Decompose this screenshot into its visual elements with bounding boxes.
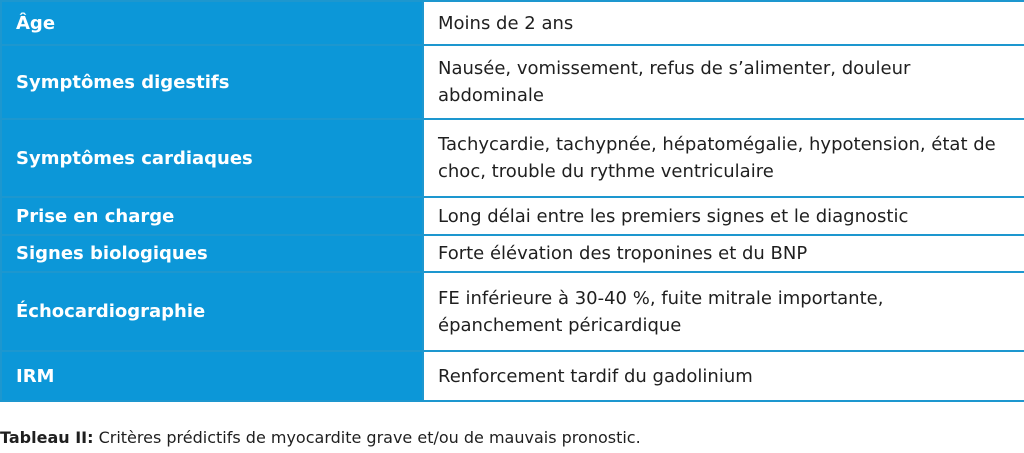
row-value: FE inférieure à 30-40 %, fuite mitrale importante, épanchement péricardique bbox=[423, 272, 1024, 351]
caption-text: Critères prédictifs de myocardite grave et/ou de mauvais pronostic. bbox=[93, 428, 641, 447]
table-row bbox=[1, 45, 1024, 119]
row-value: Renforcement tardif du gadolinium bbox=[423, 351, 1024, 401]
row-label: IRM bbox=[1, 351, 423, 401]
row-label: Âge bbox=[1, 1, 423, 45]
table-row bbox=[1, 1, 1024, 45]
table-row bbox=[1, 351, 1024, 401]
table-row bbox=[1, 119, 1024, 197]
row-value: Moins de 2 ans bbox=[423, 1, 1024, 45]
row-label: Symptômes digestifs bbox=[1, 45, 423, 119]
row-label: Signes biologiques bbox=[1, 235, 423, 272]
caption-label: Tableau II: bbox=[0, 428, 94, 447]
row-value: Long délai entre les premiers signes et le diagnostic bbox=[423, 197, 1024, 235]
row-label: Symptômes cardiaques bbox=[1, 119, 423, 197]
table-row bbox=[1, 272, 1024, 351]
row-value: Forte élévation des troponines et du BNP bbox=[423, 235, 1024, 272]
row-label: Échocardiographie bbox=[1, 272, 423, 351]
row-value: Nausée, vomissement, refus de s’alimenter, douleur abdominale bbox=[423, 45, 1024, 119]
table-row bbox=[1, 197, 1024, 235]
row-value: Tachycardie, tachypnée, hépatomégalie, hypotension, état de choc, trouble du rythme ventriculaire bbox=[423, 119, 1024, 197]
table-row bbox=[1, 235, 1024, 272]
row-label: Prise en charge bbox=[1, 197, 423, 235]
table-caption bbox=[0, 428, 641, 447]
